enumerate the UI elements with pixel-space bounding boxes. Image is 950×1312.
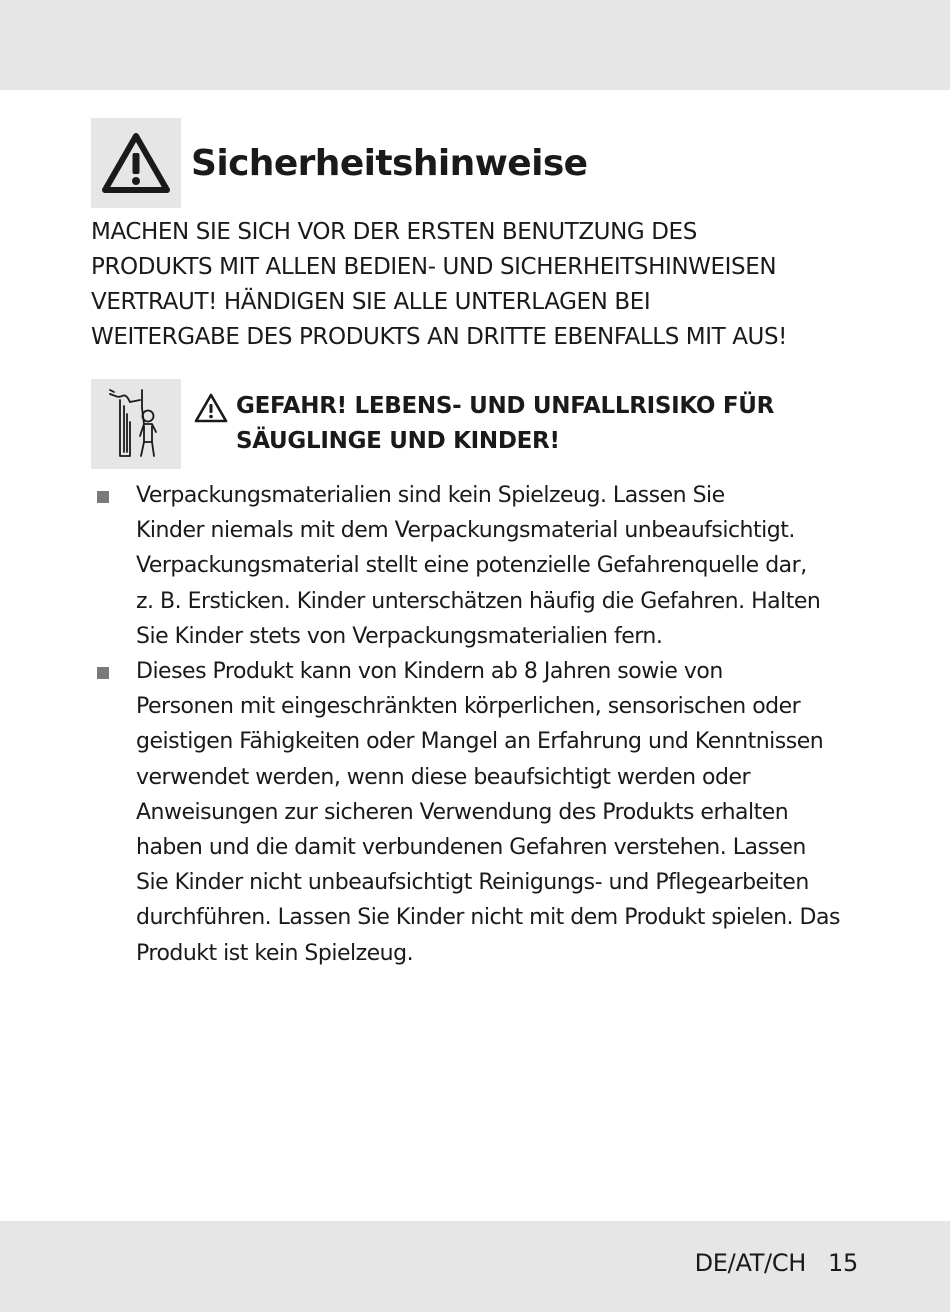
section-title: Sicherheitshinweise <box>191 143 588 184</box>
list-item-line: Produkt ist kein Spielzeug. <box>136 940 414 966</box>
list-item-line: durchführen. Lassen Sie Kinder nicht mit dem Produkt spielen. Das <box>136 905 840 931</box>
page-footer <box>695 1249 858 1277</box>
list-item-line: verwendet werden, wenn diese beaufsichtigt werden oder <box>136 764 751 790</box>
list-item-text <box>136 654 876 971</box>
danger-line: SÄUGLINGE UND KINDER! <box>236 428 560 454</box>
intro-line: PRODUKTS MIT ALLEN BEDIEN- UND SICHERHEITSHINWEISEN <box>91 254 777 280</box>
list-item-line: haben und die damit verbundenen Gefahren verstehen. Lassen <box>136 835 806 861</box>
list-item-line: Verpackungsmaterialien sind kein Spielzeug. Lassen Sie <box>136 483 725 508</box>
list-item-line: Verpackungsmaterial stellt eine potenzielle Gefahrenquelle dar, <box>136 553 807 579</box>
list-item-line: Sie Kinder nicht unbeaufsichtigt Reinigungs- und Pflegearbeiten <box>136 870 809 896</box>
child-safety-icon-box <box>91 379 181 469</box>
safety-bullet-list <box>0 478 950 971</box>
intro-line: MACHEN SIE SICH VOR DER ERSTEN BENUTZUNG DES <box>91 219 697 245</box>
top-band <box>0 0 950 90</box>
list-item <box>0 478 950 654</box>
list-item-line: Sie Kinder stets von Verpackungsmaterialien fern. <box>136 623 663 649</box>
bullet-square-icon <box>97 491 109 503</box>
list-item-text <box>136 478 876 654</box>
warning-icon-box <box>91 118 181 208</box>
intro-line: VERTRAUT! HÄNDIGEN SIE ALLE UNTERLAGEN BEI <box>91 289 651 315</box>
intro-paragraph <box>91 215 851 355</box>
footer-region: DE/AT/CH <box>694 1249 807 1277</box>
page-number: 15 <box>828 1249 858 1277</box>
danger-heading <box>236 389 856 459</box>
list-item-line: z. B. Ersticken. Kinder unterschätzen häufig die Gefahren. Halten <box>136 588 821 614</box>
child-safety-icon <box>104 386 168 462</box>
list-item-line: Anweisungen zur sicheren Verwendung des Produkts erhalten <box>136 799 789 825</box>
bullet-square-icon <box>97 667 109 679</box>
danger-line: GEFAHR! LEBENS- UND UNFALLRISIKO FÜR <box>236 393 775 419</box>
list-item-line: Dieses Produkt kann von Kindern ab 8 Jahren sowie von <box>136 659 723 685</box>
warning-triangle-icon <box>101 131 171 195</box>
list-item-line: Personen mit eingeschränkten körperlichen, sensorischen oder <box>136 694 801 720</box>
intro-line: WEITERGABE DES PRODUKTS AN DRITTE EBENFALLS MIT AUS! <box>91 324 787 350</box>
list-item-line: geistigen Fähigkeiten oder Mangel an Erfahrung und Kenntnissen <box>136 729 824 755</box>
list-item <box>0 654 950 971</box>
warning-triangle-icon <box>193 392 229 424</box>
list-item-line: Kinder niemals mit dem Verpackungsmaterial unbeaufsichtigt. <box>136 518 795 544</box>
